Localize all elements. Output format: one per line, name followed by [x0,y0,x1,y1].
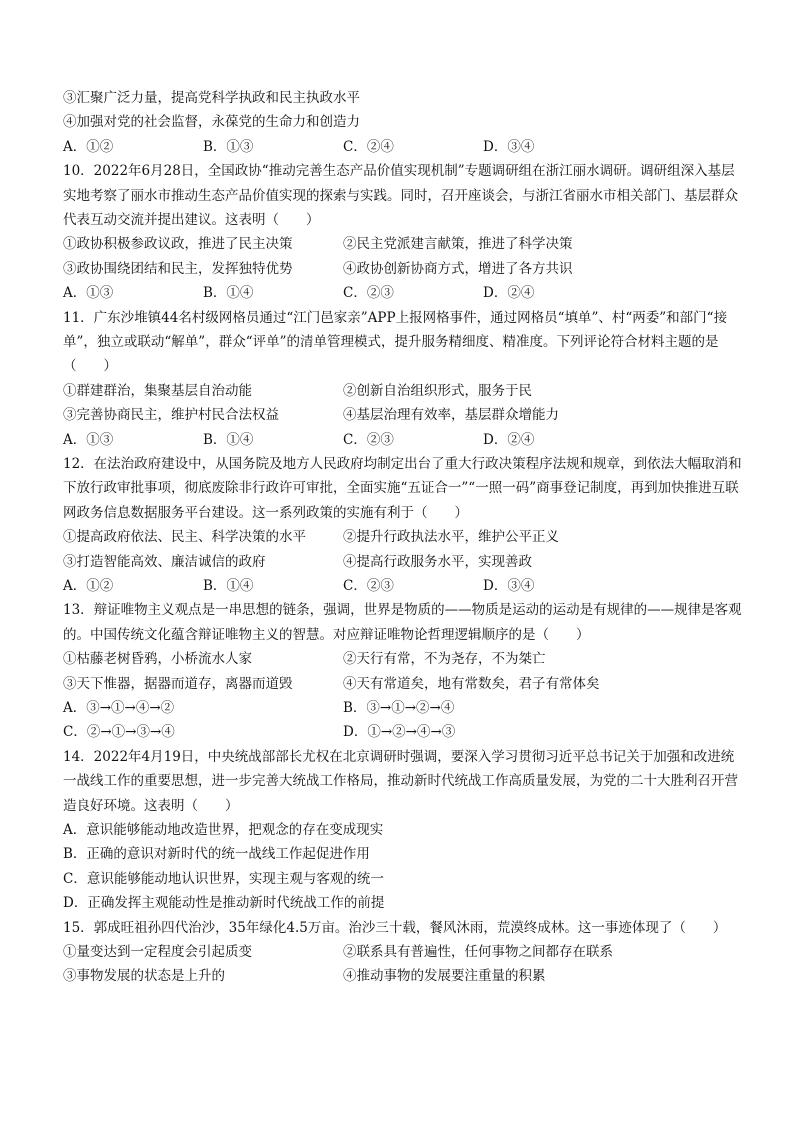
option-3: ③完善协商民主，维护村民合法权益 [63,407,279,424]
choice-a: A．①② [63,577,114,594]
option-line: ③汇聚广泛力量，提高党科学执政和民主执政水平 [63,90,360,106]
choice-row [63,574,743,598]
question-14-stem: 14．2022年4月19日，中央统战部部长尤权在北京调研时强调，要深入学习贯彻习近平总书记关于加强和改进统一战线工作的重要思想，进一步完善大统战工作格局，推动新时代统战工作高质量发展，为党的二十大胜利召开营造良好环境。这表明（ ） [63,748,738,814]
choice-a: A．③→①→④→② [63,699,175,716]
choice-c: C．②④ [343,138,394,155]
option-4: ④政协创新协商方式，增进了各方共识 [343,260,573,277]
choice-d: D．①→②→④→③ [343,724,456,741]
option-1: ①提高政府依法、民主、科学决策的水平 [63,529,306,546]
choice-b: B．③→①→②→④ [343,699,455,716]
option-row [63,232,743,256]
choice-d: D．③④ [483,138,535,155]
option-row [63,257,743,281]
option-3: ③政协围绕团结和民主，发挥独特优势 [63,260,293,277]
option-row [63,964,743,988]
option-row [63,525,743,549]
choice-row [63,696,743,720]
option-2: ②民主党派建言献策，推进了科学决策 [343,236,573,253]
option-2: ②联系具有普遍性，任何事物之间都存在联系 [343,943,613,960]
question-11-stem: 11．广东沙堆镇44名村级网格员通过“江门邑家亲”APP上报网格事件，通过网格员“填单”、村“两委”和部门“接单”，独立或联动“解单”，群众“评单”的清单管理模式，提升服务精细度、精准度。下列评论符合材料主题的是（ ） [63,309,728,375]
choice-b: B．①④ [203,285,254,302]
choice-d: D．②④ [483,285,535,302]
choice-c: C．②→①→③→④ [63,724,175,741]
option-1: ①量变达到一定程度会引起质变 [63,943,252,960]
option-4: ④天有常道矣，地有常数矣，君子有常体矣 [343,675,600,692]
exam-page [63,86,743,989]
choice-b: B．①③ [203,138,254,155]
option-3: ③打造智能高效、廉洁诚信的政府 [63,553,266,570]
option-4: ④提高行政服务水平，实现善政 [343,553,532,570]
choice-b: B．①④ [203,577,254,594]
choice-c: C．②③ [343,431,394,448]
option-line: ④加强对党的社会监督，永葆党的生命力和创造力 [63,114,360,131]
choice-d: D．正确发挥主观能动性是推动新时代统战工作的前提 [63,895,385,912]
choice-row [63,720,743,744]
choice-a: A．意识能够能动地改造世界，把观念的存在变成现实 [63,821,384,838]
choice-c: C．②③ [343,577,394,594]
option-row [63,940,743,964]
option-1: ①群建群治，集聚基层自治动能 [63,382,252,399]
option-3: ③天下惟器，据器而道存，离器而道毁 [63,675,293,692]
choice-a: A．①③ [63,431,114,448]
choice-row [63,135,743,159]
option-2: ②创新自治组织形式，服务于民 [343,382,532,399]
option-row [63,672,743,696]
choice-row [63,428,743,452]
choice-c: C．意识能够能动地认识世界，实现主观与客观的统一 [63,870,384,887]
option-4: ④推动事物的发展要注重量的积累 [343,968,546,985]
option-2: ②天行有常，不为尧存，不为桀亡 [343,651,546,668]
choice-a: A．①② [63,138,114,155]
option-1: ①政协积极参政议政，推进了民主决策 [63,236,293,253]
option-1: ①枯藤老树昏鸦，小桥流水人家 [63,651,252,668]
option-row [63,403,743,427]
choice-b: B．①④ [203,431,254,448]
choice-row [63,281,743,305]
choice-b: B．正确的意识对新时代的统一战线工作起促进作用 [63,846,370,863]
option-row [63,379,743,403]
choice-d: D．②④ [483,431,535,448]
option-2: ②提升行政执法水平，维护公平正义 [343,529,559,546]
question-10-stem: 10．2022年6月28日，全国政协“推动完善生态产品价值实现机制”专题调研组在浙江丽水调研。调研组深入基层实地考察了丽水市推动生态产品价值实现的探索与实践。同时，召开座谈会，与浙江省丽水市相关部门、基层群众代表互动交流并提出建议。这表明（ ） [63,163,738,228]
choice-d: D．③④ [483,577,535,594]
choice-c: C．②③ [343,285,394,302]
question-13-stem: 13．辩证唯物主义观点是一串思想的链条，强调，世界是物质的——物质是运动的运动是有规律的——规律是客观的。中国传统文化蕴含辩证唯物主义的智慧。对应辩证唯物论哲理逻辑顺序的是（ ） [63,602,742,643]
option-4: ④基层治理有效率，基层群众增能力 [343,407,559,424]
question-15-stem: 15．郭成旺祖孙四代治沙，35年绿化4.5万亩。治沙三十载，餐风沐雨，荒漠终成林。这一事迹体现了（ ） [63,919,727,936]
question-12-stem: 12．在法治政府建设中，从国务院及地方人民政府均制定出台了重大行政决策程序法规和规章，到依法大幅取消和下放行政审批事项，彻底废除非行政许可审批，全面实施“五证合一”“一照一码”商事登记制度，再到加快推进互联网政务信息数据服务平台建设。这一系列政策的实施有利于（ ） [63,455,742,521]
option-row [63,647,743,671]
option-row [63,550,743,574]
option-3: ③事物发展的状态是上升的 [63,968,225,985]
choice-a: A．①③ [63,285,114,302]
